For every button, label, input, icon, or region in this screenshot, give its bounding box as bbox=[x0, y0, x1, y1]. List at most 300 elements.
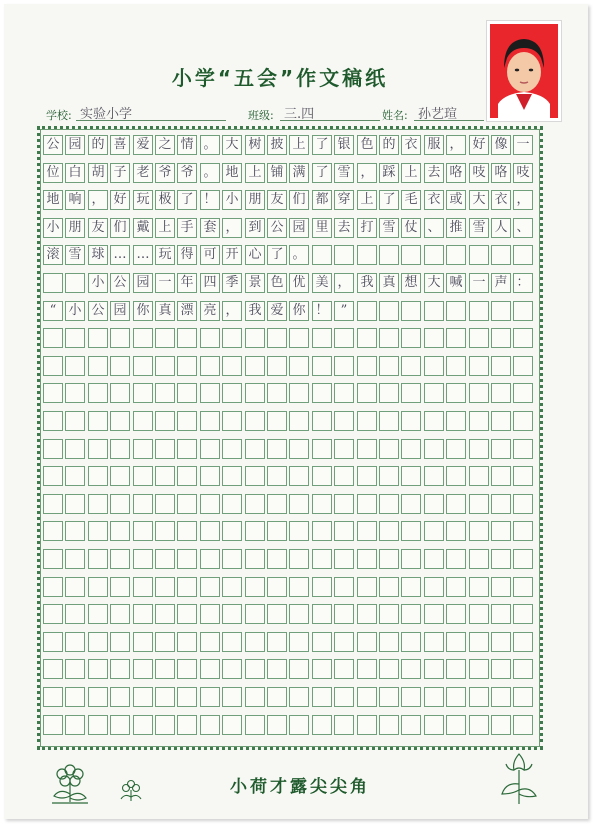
grid-cell: 小 bbox=[222, 190, 242, 210]
grid-cell bbox=[357, 549, 377, 569]
grid-cell: 了 bbox=[177, 190, 197, 210]
grid-cell bbox=[289, 328, 309, 348]
grid-cell: 的 bbox=[88, 135, 108, 155]
grid-cell bbox=[88, 383, 108, 403]
grid-cell bbox=[155, 604, 175, 624]
grid-cell: 里 bbox=[312, 218, 332, 238]
grid-cell bbox=[446, 494, 466, 514]
grid-cell bbox=[513, 549, 533, 569]
grid-cell bbox=[357, 301, 377, 321]
grid-cell bbox=[155, 411, 175, 431]
grid-cell bbox=[379, 521, 399, 541]
grid-cell bbox=[401, 715, 421, 735]
grid-cell bbox=[200, 494, 220, 514]
grid-cell bbox=[334, 383, 354, 403]
grid-cell bbox=[289, 632, 309, 652]
grid-cell bbox=[334, 715, 354, 735]
grid-cell bbox=[357, 328, 377, 348]
grid-cell bbox=[245, 439, 265, 459]
grid-cell bbox=[469, 632, 489, 652]
grid-cell bbox=[334, 356, 354, 376]
grid-cell bbox=[245, 632, 265, 652]
grid-cell bbox=[245, 521, 265, 541]
grid-cell bbox=[88, 521, 108, 541]
grid-cell: ！ bbox=[312, 301, 332, 321]
grid-cell bbox=[200, 549, 220, 569]
grid-cell bbox=[513, 632, 533, 652]
grid-cell: 你 bbox=[289, 301, 309, 321]
grid-cell bbox=[110, 604, 130, 624]
grid-cell bbox=[267, 715, 287, 735]
grid-cell bbox=[88, 659, 108, 679]
grid-cell bbox=[357, 577, 377, 597]
grid-cell bbox=[446, 604, 466, 624]
grid-cell bbox=[267, 687, 287, 707]
grid-cell bbox=[334, 494, 354, 514]
grid-cell bbox=[267, 328, 287, 348]
grid-cell bbox=[357, 687, 377, 707]
grid-cell: 优 bbox=[289, 273, 309, 293]
grid-cell bbox=[222, 577, 242, 597]
grid-cell: 大 bbox=[222, 135, 242, 155]
grid-cell bbox=[43, 356, 63, 376]
grid-cell: 真 bbox=[379, 273, 399, 293]
grid-cell bbox=[133, 632, 153, 652]
grid-cell: ， bbox=[446, 135, 466, 155]
grid-cell: 银 bbox=[334, 135, 354, 155]
grid-cell bbox=[222, 659, 242, 679]
grid-cell bbox=[312, 494, 332, 514]
grid-cell bbox=[289, 383, 309, 403]
grid-cell bbox=[401, 494, 421, 514]
grid-cell bbox=[65, 632, 85, 652]
grid-cell bbox=[88, 577, 108, 597]
grid-cell bbox=[469, 466, 489, 486]
grid-cell bbox=[222, 494, 242, 514]
grid-cell: 了 bbox=[312, 135, 332, 155]
grid-cell bbox=[357, 439, 377, 459]
grid-cell bbox=[245, 604, 265, 624]
grid-cell bbox=[222, 715, 242, 735]
grid-cell bbox=[43, 549, 63, 569]
grid-cell: 年 bbox=[177, 273, 197, 293]
grid-cell: … bbox=[133, 245, 153, 265]
grid-cell: 打 bbox=[357, 218, 377, 238]
grid-cell bbox=[155, 549, 175, 569]
grid-cell bbox=[401, 577, 421, 597]
grid-cell: 。 bbox=[200, 163, 220, 183]
grid-cell bbox=[43, 659, 63, 679]
grid-cell bbox=[133, 715, 153, 735]
grid-cell: 色 bbox=[357, 135, 377, 155]
grid-cell bbox=[267, 439, 287, 459]
grid-cell bbox=[289, 494, 309, 514]
grid-cell: 想 bbox=[401, 273, 421, 293]
grid-cell bbox=[469, 521, 489, 541]
grid-cell bbox=[491, 521, 511, 541]
grid-cell bbox=[513, 245, 533, 265]
grid-cell bbox=[401, 632, 421, 652]
grid-cell bbox=[401, 659, 421, 679]
grid-cell bbox=[491, 715, 511, 735]
grid-cell: 小 bbox=[43, 218, 63, 238]
grid-cell: 、 bbox=[424, 218, 444, 238]
grid-cell: 园 bbox=[110, 301, 130, 321]
grid-cell bbox=[245, 411, 265, 431]
grid-cell bbox=[65, 439, 85, 459]
grid-cell bbox=[424, 549, 444, 569]
grid-cell bbox=[200, 521, 220, 541]
grid-cell: 。 bbox=[200, 135, 220, 155]
grid-cell bbox=[379, 328, 399, 348]
grid-cell: 爱 bbox=[267, 301, 287, 321]
grid-cell bbox=[177, 439, 197, 459]
grid-cell bbox=[491, 549, 511, 569]
grid-cell bbox=[357, 356, 377, 376]
grid-cell bbox=[110, 687, 130, 707]
grid-cell: 大 bbox=[424, 273, 444, 293]
grid-cell bbox=[43, 494, 63, 514]
grid-cell: ， bbox=[334, 273, 354, 293]
grid-cell: ， bbox=[513, 190, 533, 210]
grid-cell bbox=[401, 439, 421, 459]
grid-cell bbox=[267, 356, 287, 376]
grid-cell bbox=[110, 356, 130, 376]
grid-cell bbox=[424, 521, 444, 541]
grid-cell bbox=[469, 439, 489, 459]
grid-cell bbox=[357, 715, 377, 735]
grid-cell bbox=[200, 577, 220, 597]
grid-cell bbox=[312, 245, 332, 265]
grid-cell: 朋 bbox=[245, 190, 265, 210]
grid-cell bbox=[43, 715, 63, 735]
grid-cell bbox=[177, 356, 197, 376]
grid-cell: 一 bbox=[513, 135, 533, 155]
grid-cell bbox=[267, 659, 287, 679]
grid-cell: 像 bbox=[491, 135, 511, 155]
grid-cell: 上 bbox=[245, 163, 265, 183]
writing-grid bbox=[43, 135, 537, 742]
lily-flower-icon bbox=[496, 748, 542, 808]
grid-cell bbox=[424, 411, 444, 431]
grid-cell: 爱 bbox=[133, 135, 153, 155]
grid-cell bbox=[289, 439, 309, 459]
grid-cell bbox=[334, 466, 354, 486]
grid-cell: 极 bbox=[155, 190, 175, 210]
grid-cell bbox=[446, 521, 466, 541]
grid-cell bbox=[401, 245, 421, 265]
grid-cell bbox=[379, 245, 399, 265]
grid-cell bbox=[177, 604, 197, 624]
grid-cell bbox=[110, 494, 130, 514]
grid-cell bbox=[446, 549, 466, 569]
grid-cell: ： bbox=[513, 273, 533, 293]
grid-cell bbox=[65, 356, 85, 376]
grid-cell: 穿 bbox=[334, 190, 354, 210]
grid-cell bbox=[88, 549, 108, 569]
grid-cell bbox=[267, 383, 287, 403]
small-flower-icon bbox=[116, 775, 146, 805]
grid-cell bbox=[513, 301, 533, 321]
grid-cell bbox=[513, 383, 533, 403]
grid-cell: 友 bbox=[88, 218, 108, 238]
grid-cell bbox=[88, 632, 108, 652]
grid-cell bbox=[289, 604, 309, 624]
grid-cell bbox=[446, 439, 466, 459]
grid-cell bbox=[133, 687, 153, 707]
grid-cell bbox=[513, 356, 533, 376]
class-value: 三.四 bbox=[284, 107, 315, 122]
grid-cell bbox=[267, 521, 287, 541]
portrait-image bbox=[490, 24, 558, 118]
grid-cell: 公 bbox=[43, 135, 63, 155]
grid-cell bbox=[177, 494, 197, 514]
grid-cell: 你 bbox=[133, 301, 153, 321]
grid-cell bbox=[379, 632, 399, 652]
grid-cell bbox=[513, 604, 533, 624]
grid-cell bbox=[446, 411, 466, 431]
grid-cell: 我 bbox=[357, 273, 377, 293]
grid-cell bbox=[491, 604, 511, 624]
grid-cell: 树 bbox=[245, 135, 265, 155]
grid-cell bbox=[312, 577, 332, 597]
grid-cell: 公 bbox=[267, 218, 287, 238]
grid-cell bbox=[357, 245, 377, 265]
grid-cell bbox=[357, 659, 377, 679]
grid-cell bbox=[155, 439, 175, 459]
grid-cell: ， bbox=[222, 218, 242, 238]
grid-cell bbox=[334, 632, 354, 652]
grid-cell bbox=[65, 715, 85, 735]
grid-cell bbox=[289, 659, 309, 679]
grid-cell: 友 bbox=[267, 190, 287, 210]
grid-cell bbox=[43, 521, 63, 541]
class-label: 班级: bbox=[248, 109, 274, 122]
school-label: 学校: bbox=[46, 109, 72, 122]
grid-cell bbox=[245, 356, 265, 376]
grid-cell: ， bbox=[222, 301, 242, 321]
grid-cell bbox=[491, 411, 511, 431]
grid-cell bbox=[424, 715, 444, 735]
grid-cell bbox=[379, 439, 399, 459]
grid-cell bbox=[513, 577, 533, 597]
grid-cell bbox=[155, 383, 175, 403]
grid-cell bbox=[245, 383, 265, 403]
grid-cell: 朋 bbox=[65, 218, 85, 238]
grid-cell bbox=[312, 356, 332, 376]
grid-cell: 可 bbox=[200, 245, 220, 265]
grid-cell: 上 bbox=[401, 163, 421, 183]
grid-cell: ， bbox=[88, 190, 108, 210]
grid-cell bbox=[110, 439, 130, 459]
grid-cell bbox=[177, 687, 197, 707]
grid-cell bbox=[491, 659, 511, 679]
grid-cell: 玩 bbox=[133, 190, 153, 210]
grid-cell: 或 bbox=[446, 190, 466, 210]
grid-cell bbox=[446, 715, 466, 735]
grid-cell bbox=[133, 659, 153, 679]
grid-cell bbox=[424, 439, 444, 459]
grid-cell bbox=[312, 328, 332, 348]
grid-cell: 手 bbox=[177, 218, 197, 238]
grid-cell bbox=[267, 411, 287, 431]
grid-cell bbox=[177, 632, 197, 652]
grid-cell bbox=[133, 521, 153, 541]
grid-cell bbox=[222, 687, 242, 707]
grid-cell: 爷 bbox=[155, 163, 175, 183]
grid-cell bbox=[424, 466, 444, 486]
grid-cell bbox=[469, 715, 489, 735]
grid-cell bbox=[334, 439, 354, 459]
grid-cell bbox=[424, 328, 444, 348]
grid-cell bbox=[334, 604, 354, 624]
grid-cell bbox=[177, 328, 197, 348]
grid-cell bbox=[491, 439, 511, 459]
grid-cell bbox=[245, 549, 265, 569]
grid-cell bbox=[267, 494, 287, 514]
grid-cell bbox=[200, 466, 220, 486]
grid-cell bbox=[65, 328, 85, 348]
grid-cell bbox=[312, 383, 332, 403]
grid-cell bbox=[267, 632, 287, 652]
grid-cell bbox=[88, 411, 108, 431]
grid-cell bbox=[65, 549, 85, 569]
grid-cell bbox=[88, 356, 108, 376]
grid-cell bbox=[357, 632, 377, 652]
grid-cell bbox=[401, 521, 421, 541]
grid-cell: 白 bbox=[65, 163, 85, 183]
grid-cell bbox=[222, 632, 242, 652]
grid-cell bbox=[513, 328, 533, 348]
grid-cell bbox=[110, 577, 130, 597]
grid-cell bbox=[312, 659, 332, 679]
grid-cell bbox=[469, 328, 489, 348]
grid-cell: 美 bbox=[312, 273, 332, 293]
grid-cell: 满 bbox=[289, 163, 309, 183]
grid-cell bbox=[312, 687, 332, 707]
grid-cell: 滚 bbox=[43, 245, 63, 265]
grid-cell bbox=[446, 245, 466, 265]
grid-cell bbox=[177, 659, 197, 679]
grid-cell bbox=[245, 577, 265, 597]
grid-cell bbox=[43, 328, 63, 348]
grid-cell bbox=[200, 715, 220, 735]
grid-cell: 小 bbox=[88, 273, 108, 293]
grid-cell bbox=[334, 577, 354, 597]
grid-cell bbox=[267, 604, 287, 624]
grid-cell bbox=[88, 715, 108, 735]
grid-cell bbox=[312, 549, 332, 569]
grid-cell bbox=[312, 715, 332, 735]
grid-cell bbox=[155, 521, 175, 541]
grid-cell bbox=[379, 411, 399, 431]
grid-cell bbox=[222, 439, 242, 459]
grid-cell bbox=[43, 411, 63, 431]
grid-cell bbox=[491, 301, 511, 321]
grid-cell: 服 bbox=[424, 135, 444, 155]
grid-cell bbox=[65, 273, 85, 293]
grid-cell bbox=[357, 604, 377, 624]
grid-cell bbox=[469, 604, 489, 624]
grid-cell: 咯 bbox=[446, 163, 466, 183]
grid-cell bbox=[155, 715, 175, 735]
grid-cell bbox=[446, 466, 466, 486]
grid-cell bbox=[312, 521, 332, 541]
grid-cell bbox=[133, 466, 153, 486]
grid-cell bbox=[110, 411, 130, 431]
grid-cell: 一 bbox=[155, 273, 175, 293]
grid-cell: 响 bbox=[65, 190, 85, 210]
class-underline bbox=[280, 120, 380, 121]
grid-cell bbox=[245, 715, 265, 735]
grid-cell bbox=[155, 687, 175, 707]
grid-cell: 声 bbox=[491, 273, 511, 293]
grid-cell bbox=[245, 659, 265, 679]
grid-cell bbox=[424, 604, 444, 624]
grid-cell bbox=[379, 687, 399, 707]
grid-cell: 人 bbox=[491, 218, 511, 238]
grid-cell: 了 bbox=[267, 245, 287, 265]
grid-cell bbox=[491, 687, 511, 707]
grid-cell bbox=[379, 577, 399, 597]
grid-cell bbox=[200, 439, 220, 459]
grid-cell: 小 bbox=[65, 301, 85, 321]
grid-cell bbox=[491, 632, 511, 652]
grid-cell bbox=[267, 577, 287, 597]
grid-cell: 们 bbox=[289, 190, 309, 210]
grid-cell bbox=[110, 659, 130, 679]
grid-cell bbox=[88, 466, 108, 486]
grid-cell: 玩 bbox=[155, 245, 175, 265]
grid-cell bbox=[289, 466, 309, 486]
grid-cell bbox=[379, 301, 399, 321]
grid-cell bbox=[177, 577, 197, 597]
grid-cell: 园 bbox=[289, 218, 309, 238]
grid-cell bbox=[65, 466, 85, 486]
grid-cell bbox=[200, 328, 220, 348]
name-value: 孙艺瑄 bbox=[418, 107, 458, 122]
grid-cell bbox=[200, 604, 220, 624]
grid-cell: 地 bbox=[222, 163, 242, 183]
grid-cell: 爷 bbox=[177, 163, 197, 183]
grid-cell bbox=[65, 659, 85, 679]
grid-cell bbox=[334, 411, 354, 431]
grid-cell bbox=[401, 411, 421, 431]
grid-cell bbox=[491, 328, 511, 348]
grid-cell bbox=[401, 383, 421, 403]
grid-cell bbox=[222, 521, 242, 541]
grid-cell bbox=[312, 632, 332, 652]
grid-cell bbox=[513, 494, 533, 514]
grid-cell: 雪 bbox=[334, 163, 354, 183]
grid-cell: 好 bbox=[469, 135, 489, 155]
grid-cell: 到 bbox=[245, 218, 265, 238]
grid-cell: 的 bbox=[379, 135, 399, 155]
grid-cell bbox=[469, 549, 489, 569]
grid-cell bbox=[65, 687, 85, 707]
grid-cell bbox=[379, 715, 399, 735]
grid-cell bbox=[424, 632, 444, 652]
grid-cell: 去 bbox=[334, 218, 354, 238]
grid-cell bbox=[357, 494, 377, 514]
grid-cell bbox=[334, 328, 354, 348]
grid-cell bbox=[65, 521, 85, 541]
grid-cell bbox=[133, 577, 153, 597]
grid-cell bbox=[513, 687, 533, 707]
grid-cell bbox=[469, 301, 489, 321]
grid-cell bbox=[222, 411, 242, 431]
school-underline bbox=[76, 120, 226, 121]
